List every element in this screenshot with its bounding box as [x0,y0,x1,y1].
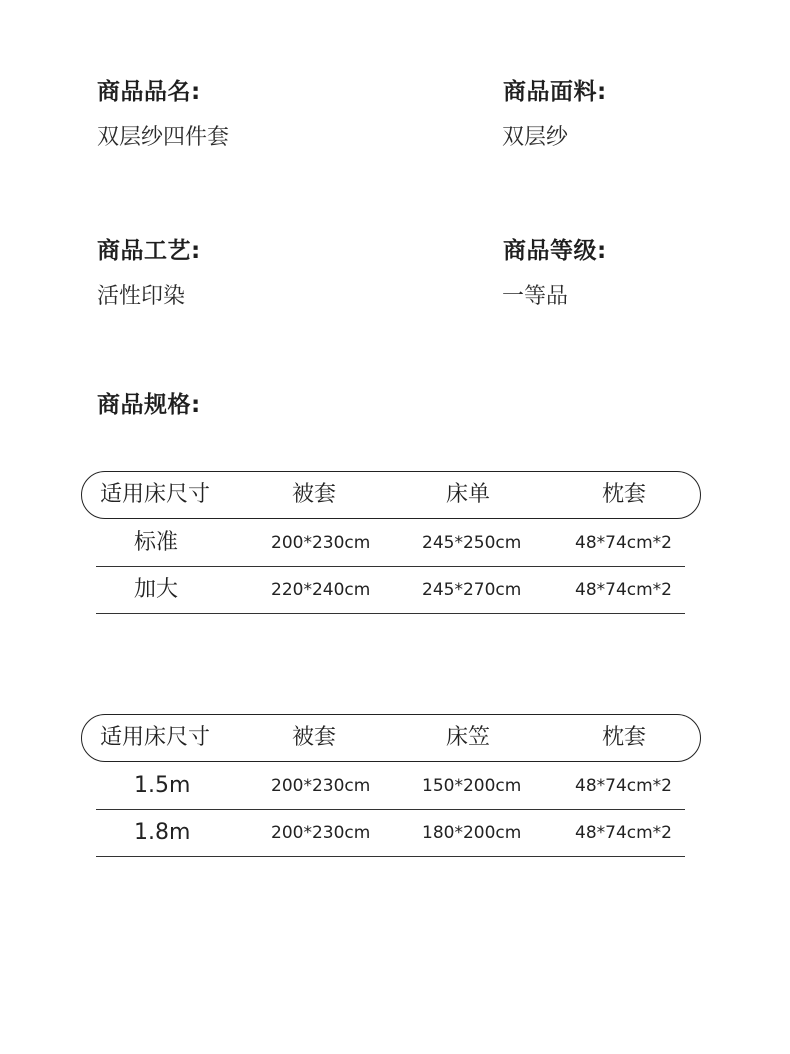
header-duvet-cover: 被套 [292,482,337,507]
cell-pillowcase: 48*74cm*2 [575,776,672,796]
table-body [96,520,685,614]
cell-duvet-cover: 200*230cm [271,823,371,843]
table-row [96,520,685,567]
product-name-value: 双层纱四件套 [97,125,230,150]
header-duvet-cover: 被套 [292,725,337,750]
product-grade-value: 一等品 [502,284,569,309]
cell-bed-size: 1.8m [134,820,191,845]
header-pillowcase: 枕套 [602,725,647,750]
size-table-sheet [81,471,701,614]
header-bed-size: 适用床尺寸 [100,482,211,507]
table-body [96,763,685,857]
cell-bed-sheet: 245*250cm [422,533,522,553]
header-pillowcase: 枕套 [602,482,647,507]
header-fitted-sheet: 床笠 [446,725,491,750]
size-table-fitted [81,714,701,857]
cell-bed-size: 1.5m [134,773,191,798]
table-row [96,810,685,857]
header-bed-size: 适用床尺寸 [100,725,211,750]
product-material-label: 商品面料: [503,79,607,105]
product-name-field [97,73,229,151]
product-grade-field [503,232,607,310]
cell-pillowcase: 48*74cm*2 [575,580,672,600]
cell-fitted-sheet: 180*200cm [422,823,522,843]
cell-bed-sheet: 245*270cm [422,580,522,600]
table-header [81,714,701,762]
product-name-label: 商品品名: [97,79,201,105]
cell-bed-size: 加大 [134,577,179,602]
product-spec-field [97,386,201,419]
cell-pillowcase: 48*74cm*2 [575,823,672,843]
cell-duvet-cover: 200*230cm [271,533,371,553]
product-material-value: 双层纱 [502,125,569,150]
product-craft-value: 活性印染 [97,284,186,309]
product-material-field [503,73,607,151]
product-craft-label: 商品工艺: [97,238,201,264]
cell-duvet-cover: 200*230cm [271,776,371,796]
cell-bed-size: 标准 [134,530,179,555]
cell-duvet-cover: 220*240cm [271,580,371,600]
cell-fitted-sheet: 150*200cm [422,776,522,796]
table-row [96,763,685,810]
product-spec-label: 商品规格: [97,392,201,418]
product-grade-label: 商品等级: [503,238,607,264]
cell-pillowcase: 48*74cm*2 [575,533,672,553]
table-row [96,567,685,614]
product-craft-field [97,232,201,310]
header-bed-sheet: 床单 [446,482,491,507]
table-header [81,471,701,519]
